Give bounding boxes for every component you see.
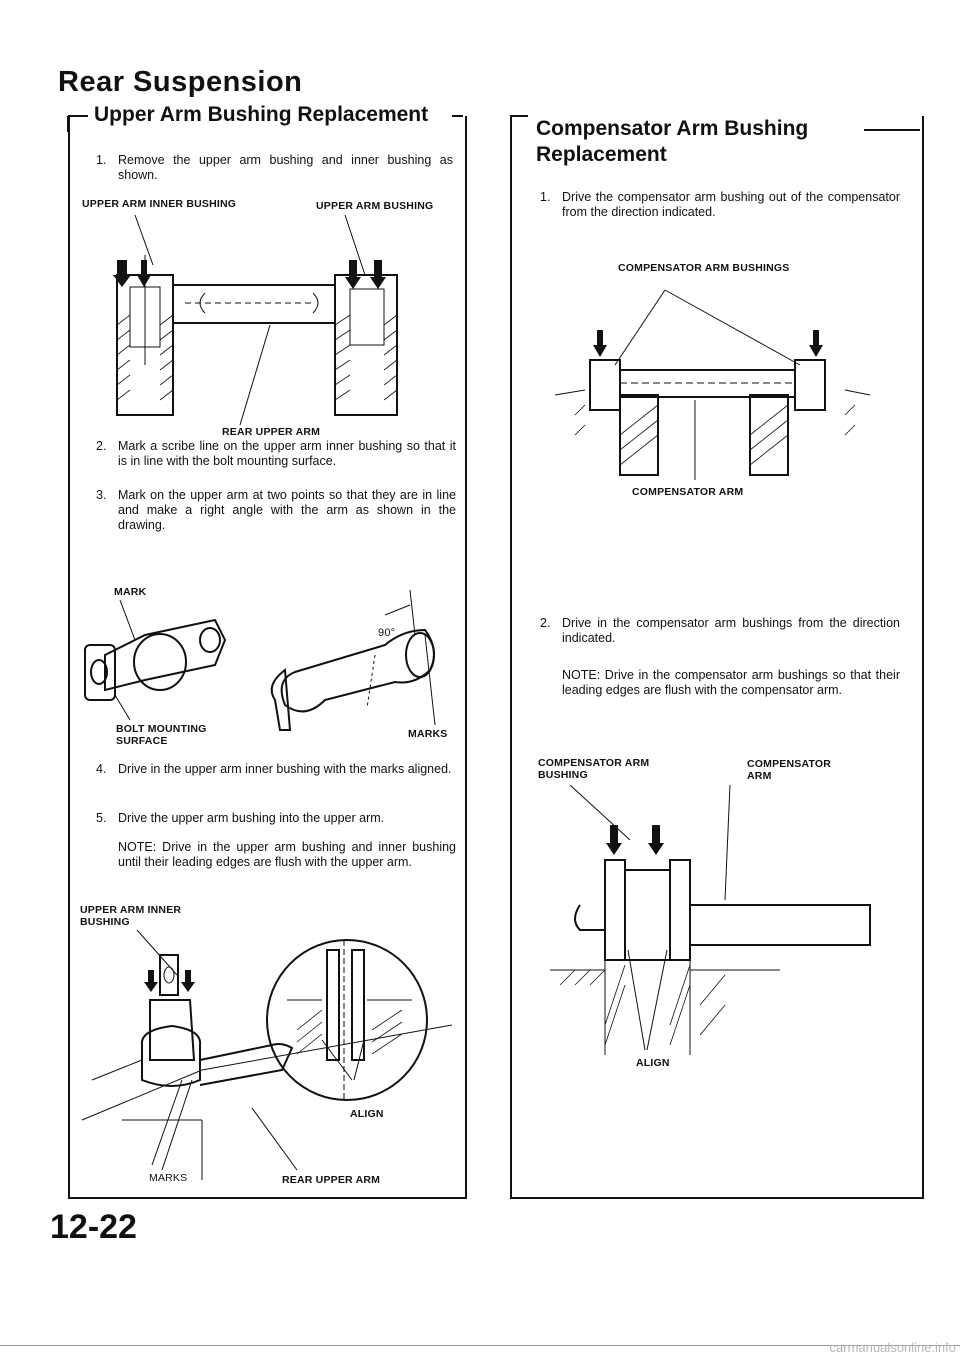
compensator-install-diagram (550, 785, 890, 1065)
fig3-label-rear-upper-arm: REAR UPPER ARM (282, 1174, 381, 1186)
down-arrow-icon (137, 260, 151, 287)
compensator-section-title (532, 117, 812, 141)
fig5-label-bushing: COMPENSATOR ARM BUSHING (538, 757, 650, 781)
right-step-2 (540, 616, 900, 646)
step-number: 1. (96, 153, 107, 167)
fig2-label-bolt-surface: BOLT MOUNTING SURFACE (116, 723, 207, 747)
down-arrow-icon (113, 260, 131, 287)
watermark: carmanualsonline.info (829, 1340, 956, 1355)
fig3-label-inner-bushing: UPPER ARM INNER BUSHING (80, 904, 182, 928)
fig2-label-marks: MARKS (408, 728, 448, 740)
step-number: 4. (96, 762, 107, 776)
upper-arm-removal-diagram (95, 215, 415, 435)
step-text: Remove the upper arm bushing and inner bushing as shown. (118, 153, 453, 182)
page-title: Rear Suspension (58, 66, 303, 98)
down-arrow-icon (648, 825, 664, 855)
fig4-label-bushings: COMPENSATOR ARM BUSHINGS (618, 262, 790, 274)
fig5-label-arm: COMPENSATOR ARM (747, 758, 832, 782)
fig1-label-rear-upper-arm: REAR UPPER ARM (222, 426, 321, 438)
fig2-label-angle: 90° (378, 627, 396, 639)
fig3-label-marks: MARKS (149, 1172, 188, 1184)
fig2-label-mark: MARK (114, 586, 147, 598)
installation-diagram (82, 930, 452, 1180)
left-step-3 (96, 488, 456, 533)
fig5-label-align: ALIGN (636, 1057, 670, 1069)
footer-divider (0, 1345, 960, 1346)
right-note: NOTE: Drive in the compensator arm bushings so that their leading edges are flush with the compensator arm. (562, 668, 900, 697)
fig1-label-bushing: UPPER ARM BUSHING (316, 200, 434, 212)
step-text: Drive in the upper arm inner bushing with the marks aligned. (118, 762, 452, 776)
fig1-label-inner-bushing: UPPER ARM INNER BUSHING (82, 198, 237, 210)
step-number: 2. (96, 439, 107, 453)
step-number: 5. (96, 811, 107, 825)
left-step-1 (96, 153, 453, 183)
step-text: Mark a scribe line on the upper arm inner bushing so that it is in line with the bolt mounting surface. (118, 439, 456, 468)
fig4-label-arm: COMPENSATOR ARM (632, 486, 744, 498)
step-number: 2. (540, 616, 551, 630)
compensator-title-line-1: Compensator Arm Bushing (536, 117, 809, 140)
mark-alignment-diagram (85, 590, 445, 740)
step-text: Drive the upper arm bushing into the upper arm. (118, 811, 385, 825)
page-number: 12-22 (50, 1208, 137, 1246)
step-number: 3. (96, 488, 107, 502)
down-arrow-icon (144, 970, 158, 992)
step-text: Drive the compensator arm bushing out of the compensator from the direction indicated. (562, 190, 900, 219)
left-step-5 (96, 811, 456, 826)
down-arrow-icon (809, 330, 823, 357)
left-note: NOTE: Drive in the upper arm bushing and inner bushing until their leading edges are flush with the upper arm. (118, 840, 456, 869)
compensator-title-line-2: Replacement (532, 143, 671, 167)
fig3-label-align: ALIGN (350, 1108, 384, 1120)
step-text: Drive in the compensator arm bushings from the direction indicated. (562, 616, 900, 645)
down-arrow-icon (181, 970, 195, 992)
compensator-removal-diagram (545, 285, 885, 485)
step-text: Mark on the upper arm at two points so that they are in line and make a right angle with the arm as shown in the drawing. (118, 488, 456, 532)
left-step-2 (96, 439, 456, 469)
upper-arm-section-title: Upper Arm Bushing Replacement (90, 103, 432, 127)
right-step-1 (540, 190, 900, 220)
down-arrow-icon (606, 825, 622, 855)
left-step-4 (96, 762, 456, 777)
step-number: 1. (540, 190, 551, 204)
down-arrow-icon (593, 330, 607, 357)
